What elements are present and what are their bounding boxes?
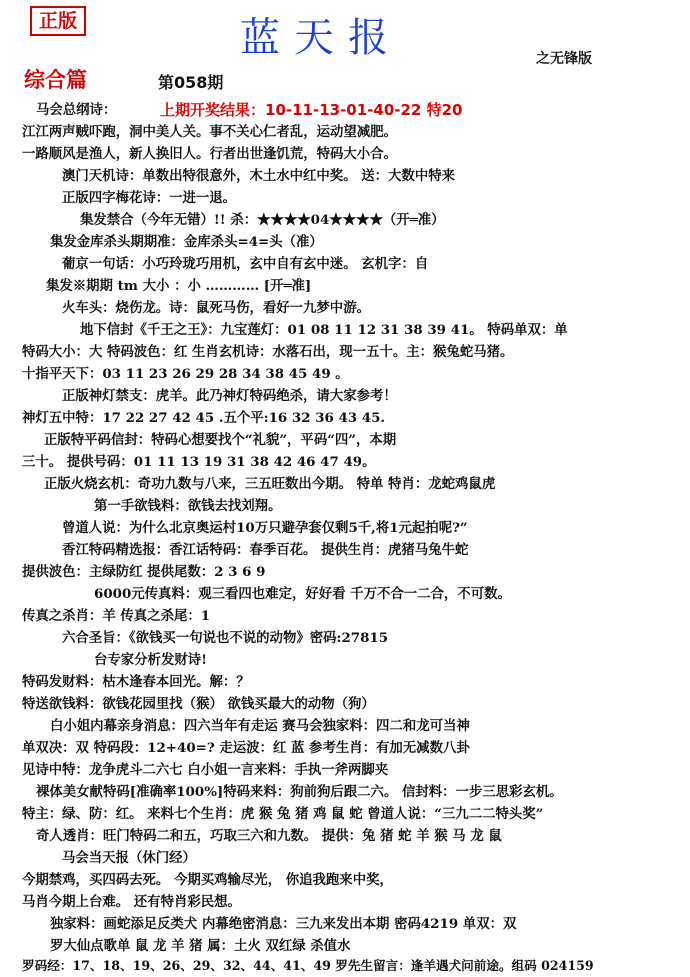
- text-line: 正版四字梅花诗：一进一退。: [62, 190, 237, 206]
- text-line: 罗大仙点歌单 鼠 龙 羊 猪 属：土火 双红绿 杀值水: [50, 938, 351, 954]
- text-line: 白小姐内幕亲身消息：四六当年有走运 赛马会独家料：四二和龙可当神: [50, 718, 470, 734]
- text-line: 三十。 提供号码：01 11 13 19 31 38 42 46 47 49。: [22, 454, 376, 470]
- text-line: 火车头：烧伤龙。诗：鼠死马伤，看好一九梦中游。: [62, 300, 370, 316]
- text-line: 六合圣旨：《欲钱买一句说也不说的动物》密码:27815: [62, 630, 389, 646]
- authentic-stamp: 正版: [30, 6, 86, 36]
- text-line: 澳门天机诗：单数出特很意外，木土水中红中奖。 送：大数中特来: [62, 168, 455, 184]
- results-label: 马会总纲诗：: [36, 102, 117, 118]
- text-line: 第一手欲钱料：欲钱去找刘翔。: [94, 498, 282, 514]
- text-line: 集发金库杀头期期准：金库杀头=4=头（准）: [50, 234, 323, 250]
- text-line: 提供波色：主绿防红 提供尾数：2 3 6 9: [22, 564, 266, 580]
- text-line: 特主：绿、防：红。 来料七个生肖：虎 猴 兔 猪 鸡 鼠 蛇 曾道人说：“三九二二特头奖”: [22, 806, 544, 822]
- text-line: 集发※期期 tm 大小 ：小 ………… [开═准]: [46, 278, 312, 294]
- text-line: 特送欲钱料：欲钱花园里找（猴） 欲钱买最大的动物（狗）: [22, 696, 375, 712]
- text-line: 独家料：画蛇添足反类犬 内幕绝密消息：三九来发出本期 密码4219 单双：双: [50, 916, 517, 932]
- text-line: 集发禁合（今年无错）!! 杀：★★★★04★★★★（开═准）: [80, 212, 445, 228]
- text-line: 特码大小：大 特码波色：红 生肖玄机诗：水落石出，现一五十。主：猴兔蛇马猪。: [22, 344, 514, 360]
- text-line: 正版特平码信封：特码心想要找个“礼貌”，平码“四”，本期: [44, 432, 397, 448]
- text-line: 正版神灯禁支：虎羊。此乃神灯特码绝杀，请大家参考！: [62, 388, 397, 404]
- text-line: 传真之杀肖：羊 传真之杀尾：1: [22, 608, 211, 624]
- previous-results: 上期开奖结果：10-11-13-01-40-22 特20: [160, 101, 463, 119]
- section-title: 综合篇: [24, 67, 87, 92]
- text-line: 葡京一句话：小巧玲珑巧用机，玄中自有玄中迷。 玄机字：自: [62, 256, 429, 272]
- text-line: 马肖今期上台难。 还有特肖彩民想。: [22, 894, 241, 910]
- text-line: 一路顺风是渔人，新人换旧人。行者出世逢饥荒，特码大小合。: [22, 146, 397, 162]
- text-line: 6000元传真料：观三看四也难定，好好看 千万不合一二合，不可数。: [94, 586, 511, 602]
- text-line: 曾道人说：为什么北京奥运村10万只避孕套仅剩5千,将1元起拍呢?”: [62, 520, 468, 536]
- text-line: 罗码经：17、18、19、26、29、32、44、41、49 罗先生留言：逢羊遇犬问前途。组码 024159: [22, 958, 594, 973]
- text-line: 台专家分析发财诗!: [94, 652, 208, 668]
- edition-label: 之无锋版: [536, 51, 592, 67]
- text-line: 香江特码精选报：香江话特码：春季百花。 提供生肖：虎猪马兔牛蛇: [62, 542, 469, 558]
- text-line: 江江两声贼吓跑，洞中美人关。事不关心仁者乱，运动望减肥。: [22, 124, 397, 140]
- text-line: 马会当天报（休门经）: [62, 850, 196, 866]
- text-line: 裸体美女献特码[准确率100%]特码来料：狗前狗后跟二六。 信封料：一步三思彩玄机。: [36, 784, 563, 800]
- text-line: 神灯五中特：17 22 27 42 45 .五个平:16 32 36 43 45.: [22, 410, 386, 426]
- text-line: 奇人透肖：旺门特码二和五，巧取三六和九数。 提供：兔 猪 蛇 羊 猴 马 龙 鼠: [36, 828, 502, 844]
- text-line: 十指平天下：03 11 23 26 29 28 34 38 45 49 。: [22, 366, 349, 382]
- text-line: 见诗中特：龙争虎斗二六七 白小姐一言来料：手执一斧两脚夹: [22, 762, 389, 778]
- newspaper-title: 蓝天报: [240, 15, 402, 61]
- issue-number: 第058期: [158, 73, 224, 92]
- text-line: 正版火烧玄机：奇功九数与八来，三五旺数出今期。 特单 特肖：龙蛇鸡鼠虎: [44, 476, 496, 492]
- text-line: 地下信封《千王之王》：九宝莲灯：01 08 11 12 31 38 39 41。 特码单双：单: [80, 322, 568, 338]
- text-line: 单双决：双 特码段：12+40=? 走运波：红 蓝 参考生肖：有加无减数八卦: [22, 740, 470, 756]
- text-line: 今期禁鸡，买四码去死。 今期买鸡输尽光， 你追我跑来中奖，: [22, 872, 393, 888]
- text-line: 特码发财料：枯木逢春本回光。解：？: [22, 674, 250, 690]
